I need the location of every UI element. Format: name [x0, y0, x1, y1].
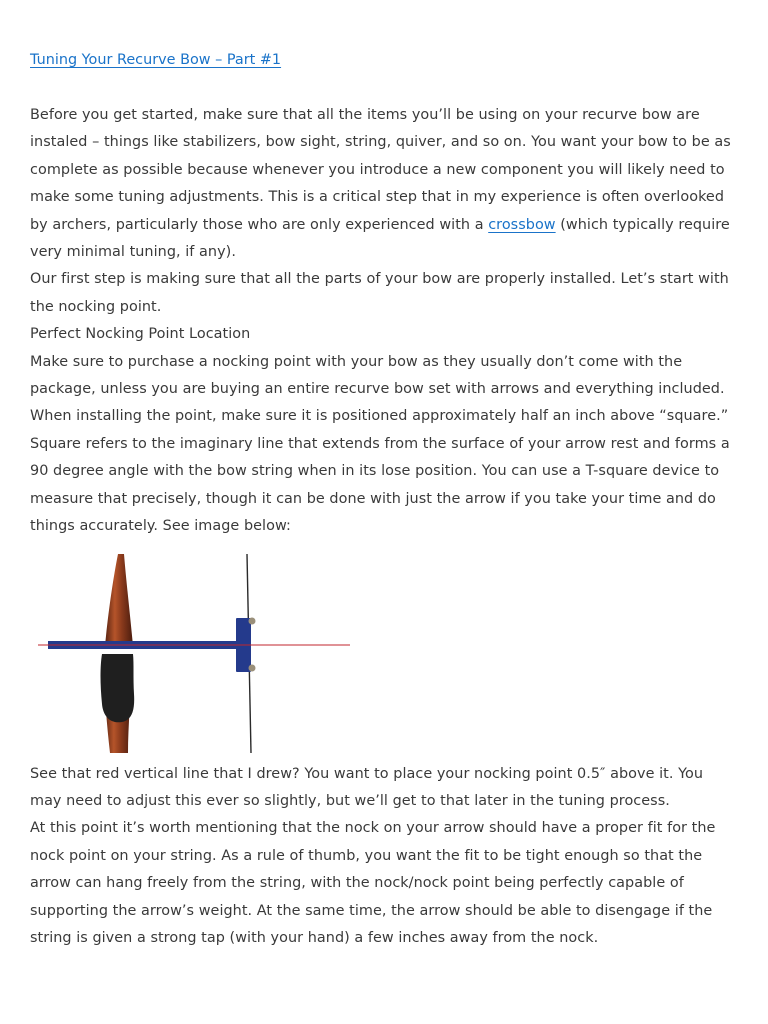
- article-title-link[interactable]: Tuning Your Recurve Bow – Part #1: [30, 52, 282, 68]
- tsquare-clip-bottom: [249, 664, 256, 671]
- paragraph-red-line: See that red vertical line that I drew? You want to place your nocking point 0.5″ above it. You may need to adjust this ever so slightly, but we’ll get to that later in the tuning process.: [30, 765, 704, 809]
- paragraph-first-step: Our first step is making sure that all the parts of your bow are properly installed. Let’s start with the nocking point.: [30, 271, 729, 315]
- section-heading-nocking-point: Perfect Nocking Point Location: [30, 326, 251, 343]
- paragraph-intro: [30, 102, 738, 266]
- paragraph-intro-text-end: (which typically require very minimal tuning, if any).: [30, 216, 730, 261]
- article-body: [30, 102, 738, 952]
- paragraph-nock-fit: At this point it’s worth mentioning that the nock on your arrow should have a proper fit for the nock point on your string. As a rule of thumb, you want the fit to be tight enough so that the arrow can hang freely from the string, with the nock/nock point being perfectly capable of supporting the arrow’s weight. At the same time, the arrow should be able to disengage if the string is given a strong tap (with your hand) a few inches away from the nock.: [30, 820, 716, 946]
- paragraph-nocking-point: Make sure to purchase a nocking point with your bow as they usually don’t come with the package, unless you are buying an entire recurve bow set with arrows and everything included. When installing the point, make sure it is positioned approximately half an inch above “square.” Square refers to the imaginary line that extends from the surface of your arrow rest and forms a 90 degree angle with the bow string when in its lose position. You can use a T-square device to measure that precisely, though it can be done with just the arrow if you take your time and do things accurately. See image below:: [30, 353, 730, 535]
- tsquare-clip-top: [249, 617, 256, 624]
- paragraph-intro-text-start: Before you get started, make sure that all the items you’ll be using on your recurve bow are instaled – things like stabilizers, bow sight, string, quiver, and so on. You want your bow to be as complete as possible because whenever you introduce a new component you will likely need to make some tuning adjustments. This is a critical step that in my experience is often overlooked by archers, particularly those who are only experienced with a: [30, 107, 731, 233]
- bow-tsquare-image: [30, 554, 354, 753]
- bow-grip: [101, 654, 135, 722]
- crossbow-link[interactable]: crossbow: [488, 216, 556, 233]
- recurve-bow-tsquare-illustration: [30, 554, 354, 753]
